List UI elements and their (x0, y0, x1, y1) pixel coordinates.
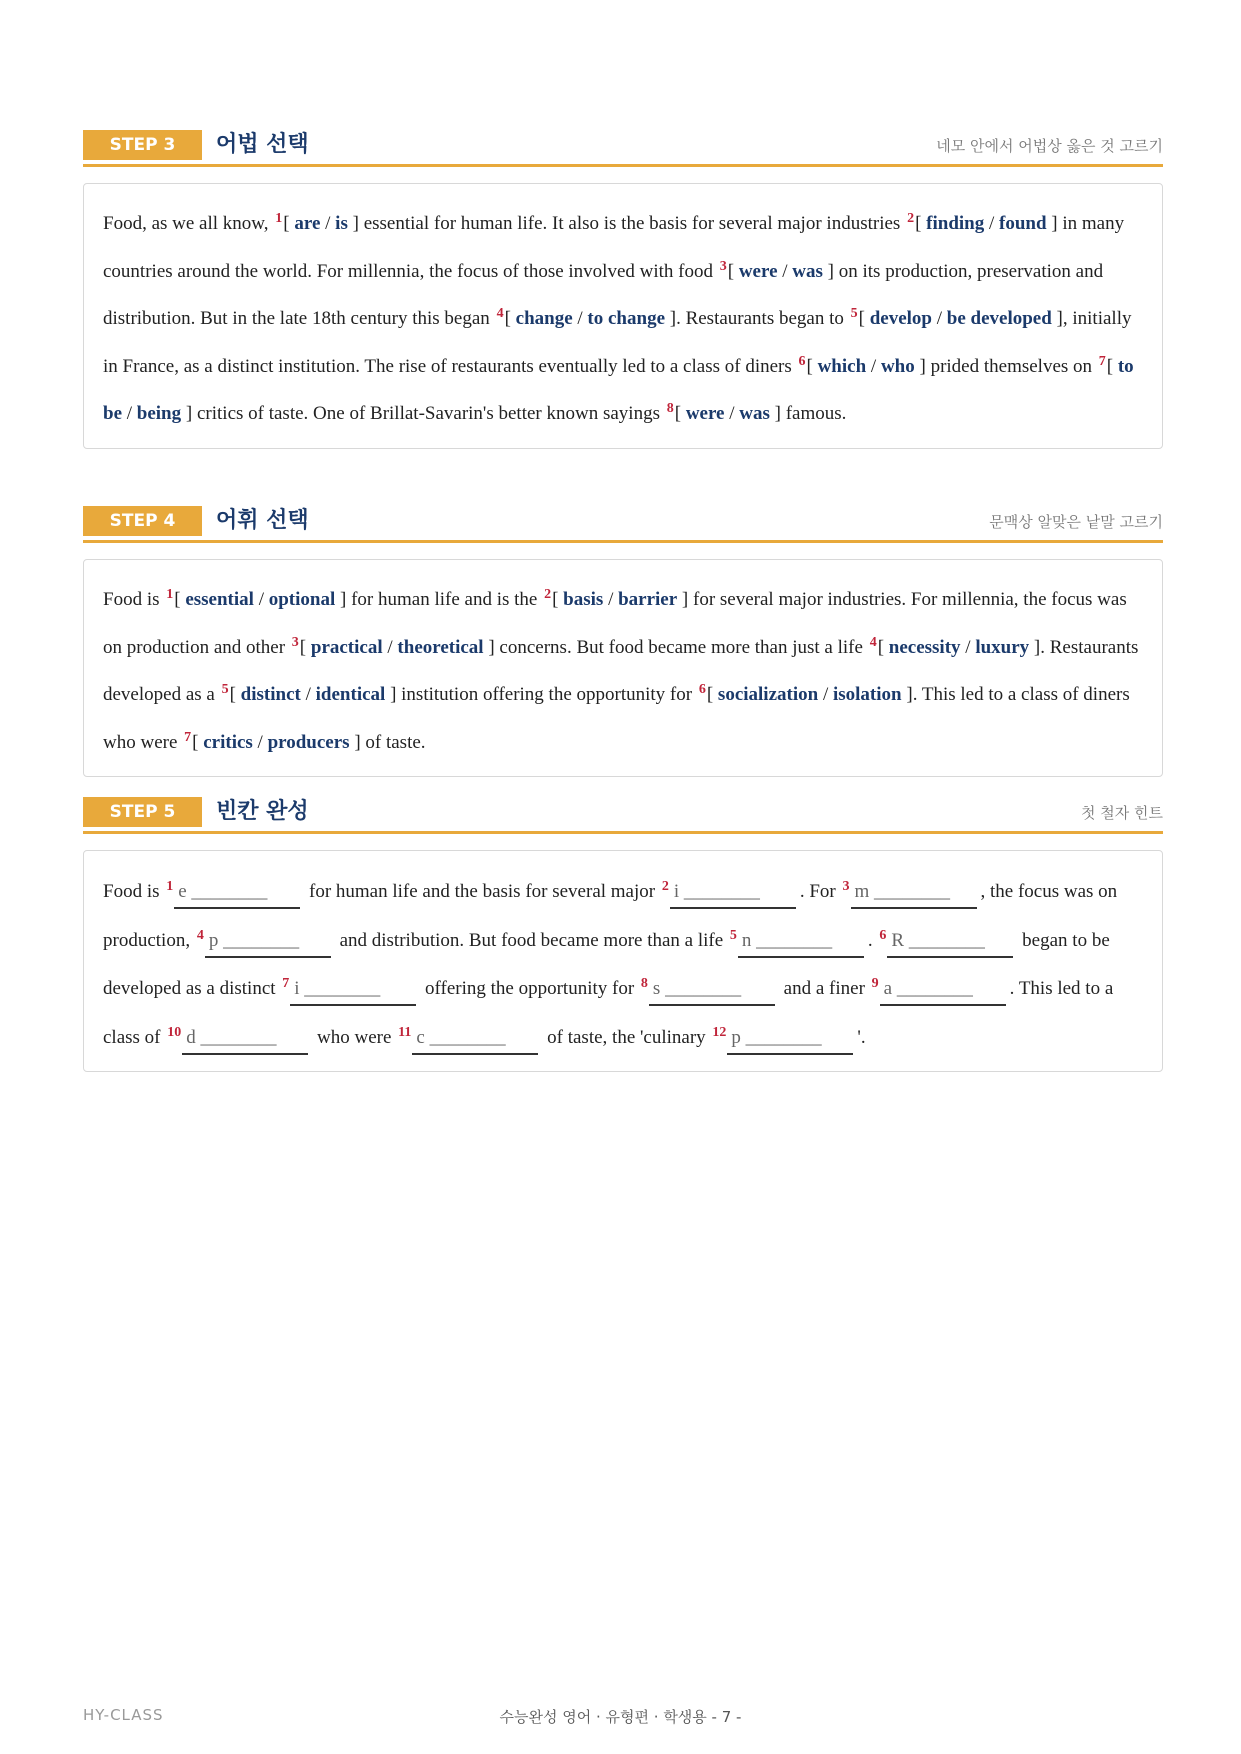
choice-option[interactable]: luxury (975, 636, 1030, 658)
passage-text: critics of taste. One of Brillat-Savarin's better known sayings (192, 403, 665, 424)
question-number: 4 (196, 927, 204, 943)
choice-option[interactable]: who (880, 355, 915, 377)
blank-field[interactable]: R ________ (887, 929, 1013, 958)
choice-option[interactable]: critics (203, 731, 253, 753)
choice-option[interactable]: was (792, 260, 823, 282)
question-number: 6 (879, 927, 887, 943)
question-number: 9 (871, 976, 879, 991)
choice-option[interactable]: was (739, 403, 770, 424)
blank-field[interactable]: a ________ (880, 977, 1006, 1006)
passage-text: Food, as we all know, (103, 213, 274, 234)
step3-passage: Food, as we all know, $^1$[ are / is ] essential for human life. It also is the basis for several major industries $^2$[ finding / found ] in many countries around the world. For millennia, the focus of those involved with food $^3$[ were / was ] on its production, preservation and distribution. But in the late 18th century this began $^4$[ change / to change ]. Restaurants began to $^5$[ develop / be developed ], initially in France, as a distinct institution. The rise of restaurants eventually led to a class of diners $^6$[ which / who ] prided themselves on $^7$[ to be / being ] critics of taste. One of Brillat-Savarin's better known sayings $^8$[ were / was ] famous. (103, 211, 1134, 424)
step5-badge: STEP 5 (83, 797, 202, 827)
question-number: 6 (698, 682, 706, 697)
question-number: 2 (544, 587, 552, 602)
question-number: 3 (291, 634, 299, 650)
passage-text: for several major industries. For millennia, the focus was on production and other (103, 589, 1127, 658)
passage-text: of taste. (360, 731, 426, 753)
blank-field[interactable]: p ________ (727, 1026, 853, 1055)
step3-badge: STEP 3 (83, 130, 202, 160)
choice-option[interactable]: necessity (888, 636, 961, 658)
passage-text: concerns. But food became more than just a life (494, 636, 868, 658)
blank-field[interactable]: p ________ (205, 929, 331, 958)
choice-option[interactable]: basis (563, 589, 604, 610)
question-number: 1 (166, 879, 174, 894)
step5-section (83, 795, 1163, 1072)
question-number: 5 (221, 682, 229, 697)
question-number: 10 (167, 1024, 182, 1040)
passage-text: and distribution. But food became more than a life (334, 929, 728, 951)
choice-option[interactable]: producers (267, 731, 350, 753)
blank-field[interactable]: c ________ (412, 1026, 538, 1055)
blank-field[interactable]: s ________ (649, 977, 775, 1006)
step5-subtitle: 첫 철자 힌트 (1081, 804, 1163, 822)
step5-title: 빈칸 완성 (216, 799, 309, 824)
step5-passage-box (83, 850, 1163, 1072)
question-number: 2 (907, 211, 915, 226)
question-number: 7 (1098, 353, 1106, 369)
step3-title: 어법 선택 (216, 132, 309, 157)
blank-field[interactable]: e ________ (174, 880, 300, 909)
question-number: 6 (798, 353, 806, 369)
choice-option[interactable]: to be (103, 355, 1134, 424)
question-number: 4 (869, 634, 877, 650)
passage-text: , initially in France, as a distinct institution. The rise of restaurants eventually led to a class of diners (103, 308, 1132, 377)
choice-option[interactable]: be developed (946, 308, 1052, 329)
passage-text: . Restaurants developed as a (103, 636, 1139, 705)
choice-option[interactable]: to change (587, 308, 665, 329)
question-number: 5 (729, 927, 737, 943)
choice-option[interactable]: barrier (618, 589, 678, 610)
passage-text: . This led to a class of diners who were (103, 684, 1130, 753)
choice-option[interactable]: were (738, 260, 778, 282)
passage-text: , the focus was on production, (103, 881, 1118, 951)
blank-field[interactable]: i ________ (670, 880, 796, 909)
choice-option[interactable]: isolation (832, 684, 902, 705)
passage-text: for human life and the basis for several major (304, 881, 660, 902)
passage-text: began to be developed as a distinct (103, 929, 1110, 999)
question-number: 4 (496, 306, 504, 321)
passage-text: . Restaurants began to (676, 308, 849, 329)
blank-field[interactable]: i ________ (290, 977, 416, 1006)
passage-text: . (867, 929, 878, 951)
choice-option[interactable]: were (685, 403, 725, 424)
passage-text: Food is (103, 589, 165, 610)
step4-passage-box (83, 559, 1163, 777)
passage-text: '. (857, 1026, 866, 1048)
question-number: 12 (712, 1024, 727, 1040)
question-number: 7 (282, 976, 290, 991)
blank-field[interactable]: n ________ (738, 929, 864, 958)
step5-passage (103, 865, 1143, 1059)
choice-option[interactable]: distinct (240, 684, 301, 705)
step4-title: 어휘 선택 (216, 508, 309, 533)
blank-field[interactable]: m ________ (851, 880, 977, 909)
step4-badge: STEP 4 (83, 506, 202, 536)
question-number: 3 (842, 879, 850, 894)
passage-text: essential for human life. It also is the basis for several major industries (358, 213, 906, 234)
question-number: 1 (166, 587, 174, 602)
passage-text: of taste, the 'culinary (542, 1026, 711, 1048)
passage-text: on its production, preservation and distribution. But in the late 18th century this began (103, 260, 1104, 329)
question-number: 3 (719, 258, 727, 274)
question-number: 5 (850, 306, 858, 321)
choice-option[interactable]: practical (310, 636, 383, 658)
step5-header (83, 795, 1163, 834)
choice-option[interactable]: change (515, 308, 573, 329)
step4-passage: Food is $^1$[ essential / optional ] for human life and is the $^2$[ basis / barrier ] for several major industries. For millennia, the focus was on production and other $^3$[ practical / theoretical ] concerns. But food became more than just a life $^4$[ necessity / luxury ]. Restaurants developed as a $^5$[ distinct / identical ] institution offering the opportunity for $^6$[ socialization / isolation ]. This led to a class of diners who were $^7$[ critics / producers ] of taste. (103, 587, 1139, 753)
question-number: 8 (666, 401, 674, 416)
choice-option[interactable]: are (294, 213, 321, 234)
question-number: 11 (398, 1024, 412, 1040)
choice-option[interactable]: socialization (717, 684, 819, 705)
question-number: 7 (184, 729, 192, 745)
step3-section (83, 128, 1163, 449)
passage-text: . This led to a class of (103, 978, 1114, 1048)
footer-brand: HY-CLASS (83, 1706, 164, 1724)
step4-section (83, 504, 1163, 777)
choice-option[interactable]: being (136, 403, 182, 424)
passage-text: . For (799, 881, 841, 902)
choice-option[interactable]: found (999, 213, 1047, 234)
choice-option[interactable]: is (335, 213, 348, 234)
passage-text: and a finer (778, 978, 870, 999)
choice-option[interactable]: develop (869, 308, 932, 329)
step4-header (83, 504, 1163, 543)
choice-option[interactable]: optional (268, 589, 336, 610)
choice-option[interactable]: identical (315, 684, 386, 705)
passage-text: in many countries around the world. For millennia, the focus of those involved with food (103, 213, 1125, 282)
step3-header (83, 128, 1163, 167)
passage-text: who were (312, 1026, 397, 1048)
blank-field[interactable]: d ________ (182, 1026, 308, 1055)
question-number: 1 (275, 211, 283, 226)
choice-option[interactable]: theoretical (397, 636, 484, 658)
passage-text: Food is (103, 881, 165, 902)
passage-text: prided themselves on (925, 355, 1097, 377)
question-number: 2 (661, 879, 669, 894)
step3-subtitle: 네모 안에서 어법상 옳은 것 고르기 (936, 137, 1163, 155)
passage-text: famous. (780, 403, 847, 424)
choice-option[interactable]: essential (185, 589, 254, 610)
question-number: 8 (640, 976, 648, 991)
passage-text: for human life and is the (346, 589, 543, 610)
step3-passage-box (83, 183, 1163, 449)
step4-subtitle: 문맥상 알맞은 낱말 고르기 (989, 513, 1163, 531)
choice-option[interactable]: finding (926, 213, 985, 234)
choice-option[interactable]: which (817, 355, 867, 377)
footer-page-info: 수능완성 영어 · 유형편 · 학생용 - 7 - (499, 1708, 742, 1726)
passage-text: offering the opportunity for (420, 978, 639, 999)
passage-text: institution offering the opportunity for (396, 684, 697, 705)
